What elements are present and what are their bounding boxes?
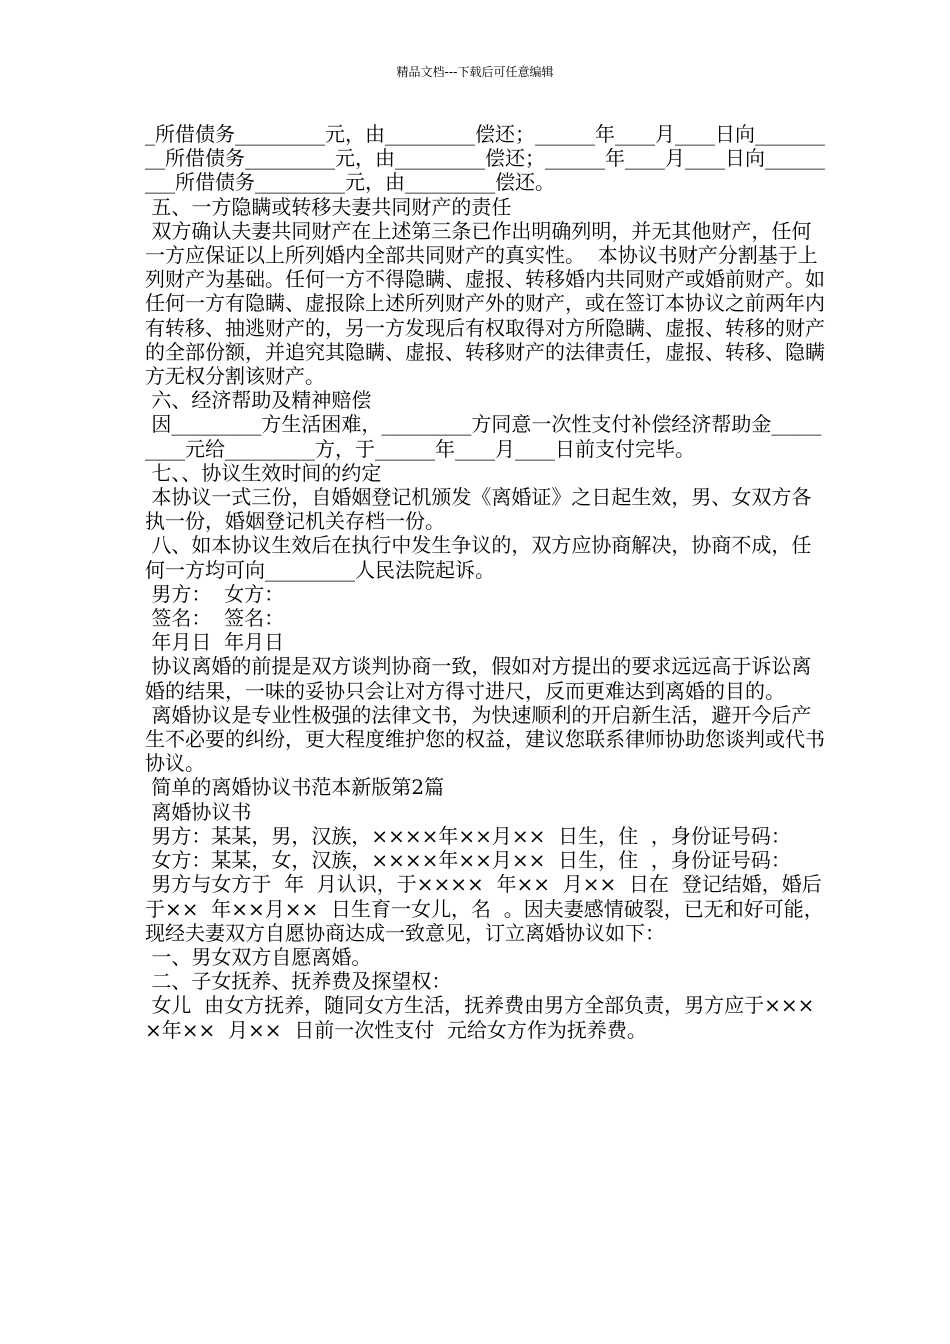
page-header: 精品文档---下载后可任意编辑 [396,65,554,79]
paragraph: 八、如本协议生效后在执行中发生争议的，双方应协商解决，协商不成，任何一方均可向_________人民法院起诉。 [145,533,812,582]
paragraph: 女方：某某，女，汉族，××××年××月×× 日生，住 ，身份证号码： [145,848,791,873]
document-body [145,122,825,1042]
document-title: 离婚协议书 [145,799,252,824]
signature-line: 男方： 女方： [145,581,285,606]
signature-line: 签名： 签名： [145,606,285,631]
paragraph: _所借债务_________元，由_________偿还；______年____月____日向_________所借债务_________元，由_________偿还；______年____月____日向_________所借债务_________元，由_________偿还。 [145,122,825,195]
section-heading: 简单的离婚协议书范本新版第2篇 [145,775,445,800]
paragraph: 男方：某某，男，汉族，××××年××月×× 日生，住 ，身份证号码： [145,823,791,848]
paragraph: 男方与女方于 年 月认识，于×××× 年×× 月×× 日在 登记结婚，婚后于×× 年××月×× 日生育一女儿，名 。因夫妻感情破裂，已无和好可能，现经夫妻双方自愿协商达成一致意见，订立离婚协议如下： [145,872,824,945]
section-heading: 二、子女抚养、抚养费及探望权： [145,969,452,994]
paragraph: 本协议一式三份，自婚姻登记机颁发《离婚证》之日起生效，男、女双方各执一份，婚姻登记机关存档一份。 [145,485,812,534]
section-heading: 一、男女双方自愿离婚。 [145,944,372,969]
section-heading: 六、经济帮助及精神赔偿 [145,388,372,413]
paragraph: 因_________方生活困难，_________方同意一次性支付补偿经济帮助金_________元给_________方，于______年____月____日前支付完毕。 [145,412,822,461]
paragraph: 女儿 由女方抚养，随同女方生活，抚养费由男方全部负责，男方应于××××年×× 月×× 日前一次性支付 元给女方作为抚养费。 [145,993,815,1042]
paragraph: 双方确认夫妻共同财产在上述第三条已作出明确列明，并无其他财产，任何一方应保证以上所列婚内全部共同财产的真实性。 本协议书财产分割基于上列财产为基础。任何一方不得隐瞒、虚报、转移婚内共同财产或婚前财产。如任何一方有隐瞒、虚报除上述所列财产外的财产，或在签订本协议之前两年内有转移、抽逃财产的，另一方发现后有权取得对方所隐瞒、虚报、转移的财产的全部份额，并追究其隐瞒、虚报、转移财产的法律责任，虚报、转移、隐瞒方无权分割该财产。 [145,218,825,389]
section-heading: 五、一方隐瞒或转移夫妻共同财产的责任 [145,194,512,219]
paragraph: 离婚协议是专业性极强的法律文书，为快速顺利的开启新生活，避开今后产生不必要的纠纷，更大程度维护您的权益，建议您联系律师协助您谈判或代书协议。 [145,702,825,776]
paragraph: 协议离婚的前提是双方谈判协商一致，假如对方提出的要求远远高于诉讼离婚的结果，一味的妥协只会让对方得寸进尺，反而更难达到离婚的目的。 [145,654,812,703]
section-heading: 七、、协议生效时间的约定 [145,460,382,485]
date-line: 年月日 年月日 [145,630,285,655]
